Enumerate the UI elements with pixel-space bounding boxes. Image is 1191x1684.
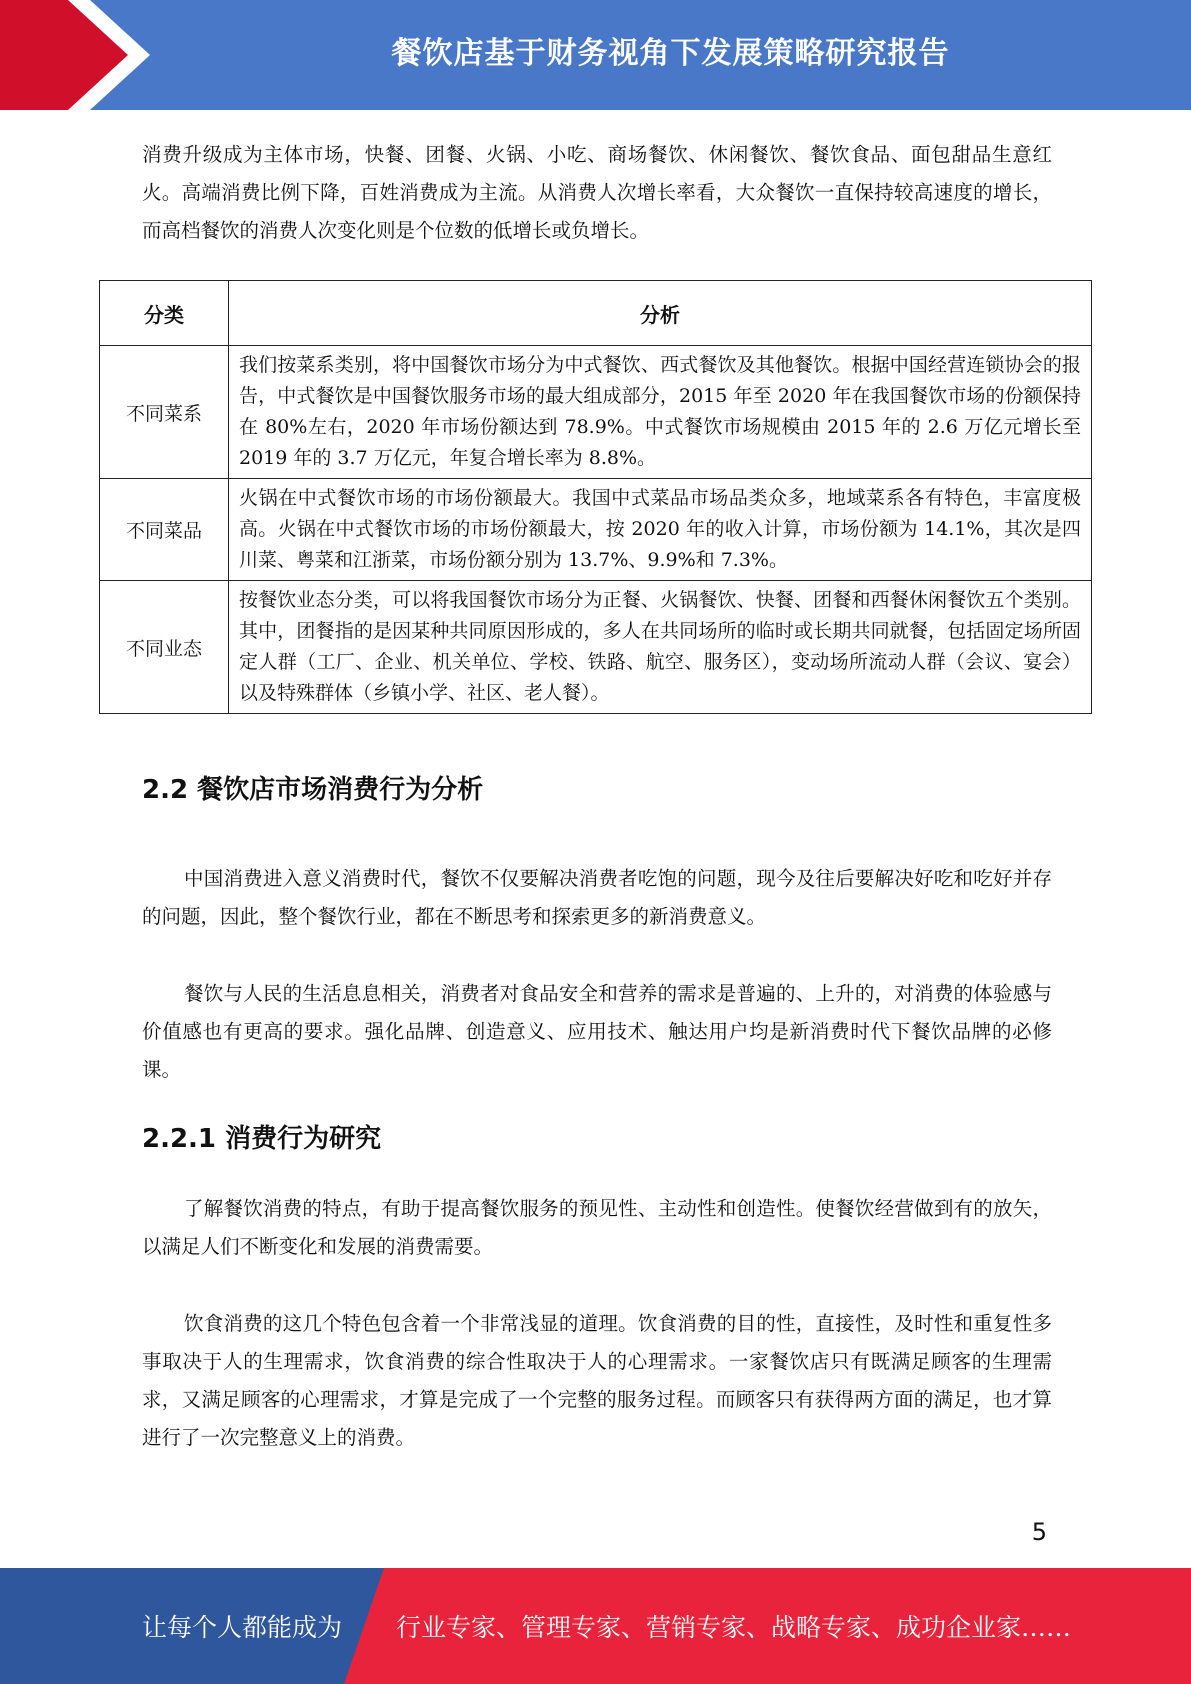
footer-slogan-left: 让每个人都能成为 <box>142 1613 343 1642</box>
table-row <box>100 346 1092 479</box>
table-row <box>100 479 1092 581</box>
table-cell-analysis: 火锅在中式餐饮市场的市场份额最大。我国中式菜品市场品类众多，地域菜系各有特色，丰富度极高。火锅在中式餐饮市场的市场份额最大，按 2020 年的收入计算，市场份额为 14.1%，其次是四川菜、粤菜和江浙菜，市场份额分别为 13.7%、9.9%和 7.3%。 <box>229 479 1092 581</box>
report-title: 餐饮店基于财务视角下发展策略研究报告 <box>391 36 950 71</box>
section-heading-2-2: 2.2 餐饮店市场消费行为分析 <box>142 775 484 805</box>
page-header <box>0 0 1191 110</box>
table-header-analysis: 分析 <box>229 281 1092 346</box>
section-heading-2-2-1: 2.2.1 消费行为研究 <box>142 1124 382 1154</box>
table-header-row <box>100 281 1092 346</box>
table-cell-category: 不同菜品 <box>100 479 229 581</box>
footer-slogan-right: 行业专家、管理专家、营销专家、战略专家、成功企业家…… <box>396 1613 1072 1642</box>
table-cell-analysis: 按餐饮业态分类，可以将我国餐饮市场分为正餐、火锅餐饮、快餐、团餐和西餐休闲餐饮五个类别。其中，团餐指的是因某种共同原因形成的，多人在共同场所的临时或长期共同就餐，包括固定场所固定人群（工厂、企业、机关单位、学校、铁路、航空、服务区），变动场所流动人群（会议、宴会）以及特殊群体（乡镇小学、社区、老人餐）。 <box>229 581 1092 714</box>
section-2-2-paragraph-1: 中国消费进入意义消费时代，餐饮不仅要解决消费者吃饱的问题，现今及往后要解决好吃和吃好并存的问题，因此，整个餐饮行业，都在不断思考和探索更多的新消费意义。 <box>142 867 1052 928</box>
section-2-2-1-paragraph-1: 了解餐饮消费的特点，有助于提高餐饮服务的预见性、主动性和创造性。使餐饮经营做到有的放矢，以满足人们不断变化和发展的消费需要。 <box>142 1197 1052 1258</box>
analysis-table <box>99 280 1092 714</box>
page-number: 5 <box>1031 1518 1047 1546</box>
section-2-2-paragraph-2: 餐饮与人民的生活息息相关，消费者对食品安全和营养的需求是普遍的、上升的，对消费的体验感与价值感也有更高的要求。强化品牌、创造意义、应用技术、触达用户均是新消费时代下餐饮品牌的必修课。 <box>142 982 1052 1081</box>
section-2-2-1-paragraph-2: 饮食消费的这几个特色包含着一个非常浅显的道理。饮食消费的目的性，直接性，及时性和重复性多事取决于人的生理需求，饮食消费的综合性取决于人的心理需求。一家餐饮店只有既满足顾客的生理需求，又满足顾客的心理需求，才算是完成了一个完整的服务过程。而顾客只有获得两方面的满足，也才算进行了一次完整意义上的消费。 <box>142 1312 1052 1449</box>
table-row <box>100 581 1092 714</box>
table-cell-category: 不同菜系 <box>100 346 229 479</box>
intro-paragraph: 消费升级成为主体市场，快餐、团餐、火锅、小吃、商场餐饮、休闲餐饮、餐饮食品、面包甜品生意红火。高端消费比例下降，百姓消费成为主流。从消费人次增长率看，大众餐饮一直保持较高速度的增长，而高档餐饮的消费人次变化则是个位数的低增长或负增长。 <box>142 143 1052 242</box>
page-footer <box>0 1568 1191 1684</box>
table-header-category: 分类 <box>100 281 229 346</box>
table-cell-category: 不同业态 <box>100 581 229 714</box>
table-cell-analysis: 我们按菜系类别，将中国餐饮市场分为中式餐饮、西式餐饮及其他餐饮。根据中国经营连锁协会的报告，中式餐饮是中国餐饮服务市场的最大组成部分，2015 年至 2020 年在我国餐饮市场的份额保持在 80%左右，2020 年市场份额达到 78.9%。中式餐饮市场规模由 2015 年的 2.6 万亿元增长至 2019 年的 3.7 万亿元，年复合增长率为 8.8%。 <box>229 346 1092 479</box>
